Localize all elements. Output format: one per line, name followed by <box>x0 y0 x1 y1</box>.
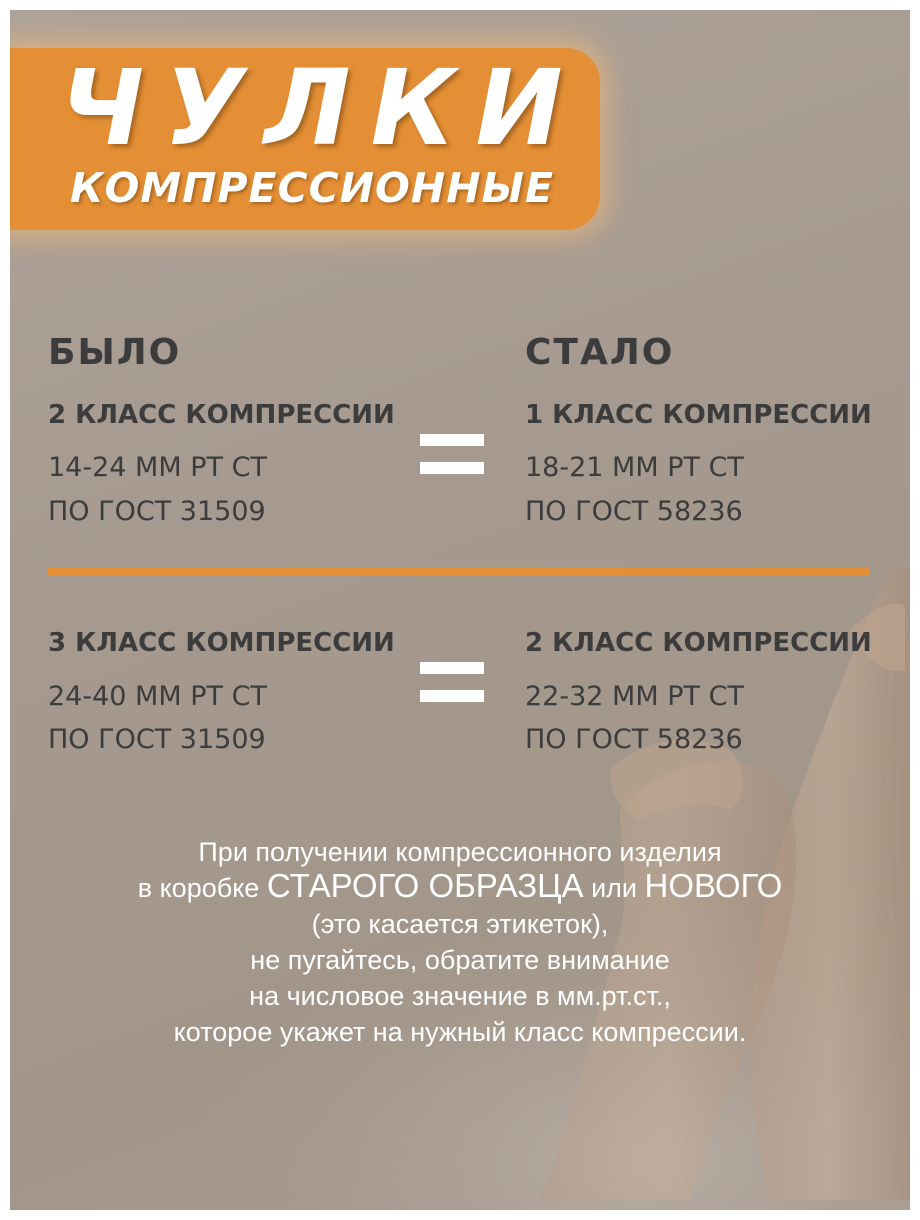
equals-icon <box>420 434 484 490</box>
page-title: ЧУЛКИ <box>60 47 583 169</box>
row2-after-standard: ПО ГОСТ 58236 <box>525 724 743 755</box>
column-header-before: БЫЛО <box>48 332 182 373</box>
row2-before-standard: ПО ГОСТ 31509 <box>48 724 266 755</box>
row2-before-pressure: 24-40 ММ РТ СТ <box>48 681 267 712</box>
row2-after-pressure: 22-32 ММ РТ СТ <box>525 681 744 712</box>
note-line-3: (это касается этикеток), <box>311 909 609 939</box>
divider <box>48 567 870 575</box>
note-line-2-or: или <box>583 873 645 903</box>
row1-after-class: 1 КЛАСС КОМПРЕССИИ <box>525 400 872 430</box>
note-line-2 <box>10 867 910 904</box>
row1-after-pressure: 18-21 ММ РТ СТ <box>525 452 744 483</box>
row1-before-pressure: 14-24 ММ РТ СТ <box>48 452 267 483</box>
row1-before-standard: ПО ГОСТ 31509 <box>48 496 266 527</box>
note-line-6: которое укажет на нужный класс компрессии. <box>173 1017 747 1047</box>
note-new-sample: НОВОГО <box>644 867 783 904</box>
note-line-1: При получении компрессионного изделия <box>198 837 722 867</box>
note-old-sample: СТАРОГО ОБРАЗЦА <box>266 867 584 904</box>
note-line-2-prefix: в коробке <box>137 873 267 903</box>
row2-before-class: 3 КЛАСС КОМПРЕССИИ <box>48 628 395 658</box>
equals-icon <box>420 662 484 718</box>
row1-after-standard: ПО ГОСТ 58236 <box>525 496 743 527</box>
note-line-5: на числовое значение в мм.рт.ст., <box>249 981 671 1011</box>
page-subtitle: КОМПРЕССИОННЫЕ <box>70 164 554 212</box>
row2-after-class: 2 КЛАСС КОМПРЕССИИ <box>525 628 872 658</box>
column-header-after: СТАЛО <box>525 332 675 373</box>
row1-before-class: 2 КЛАСС КОМПРЕССИИ <box>48 400 395 430</box>
note-block <box>10 836 910 1048</box>
note-line-4: не пугайтесь, обратите внимание <box>250 945 670 975</box>
info-card <box>10 10 910 1210</box>
